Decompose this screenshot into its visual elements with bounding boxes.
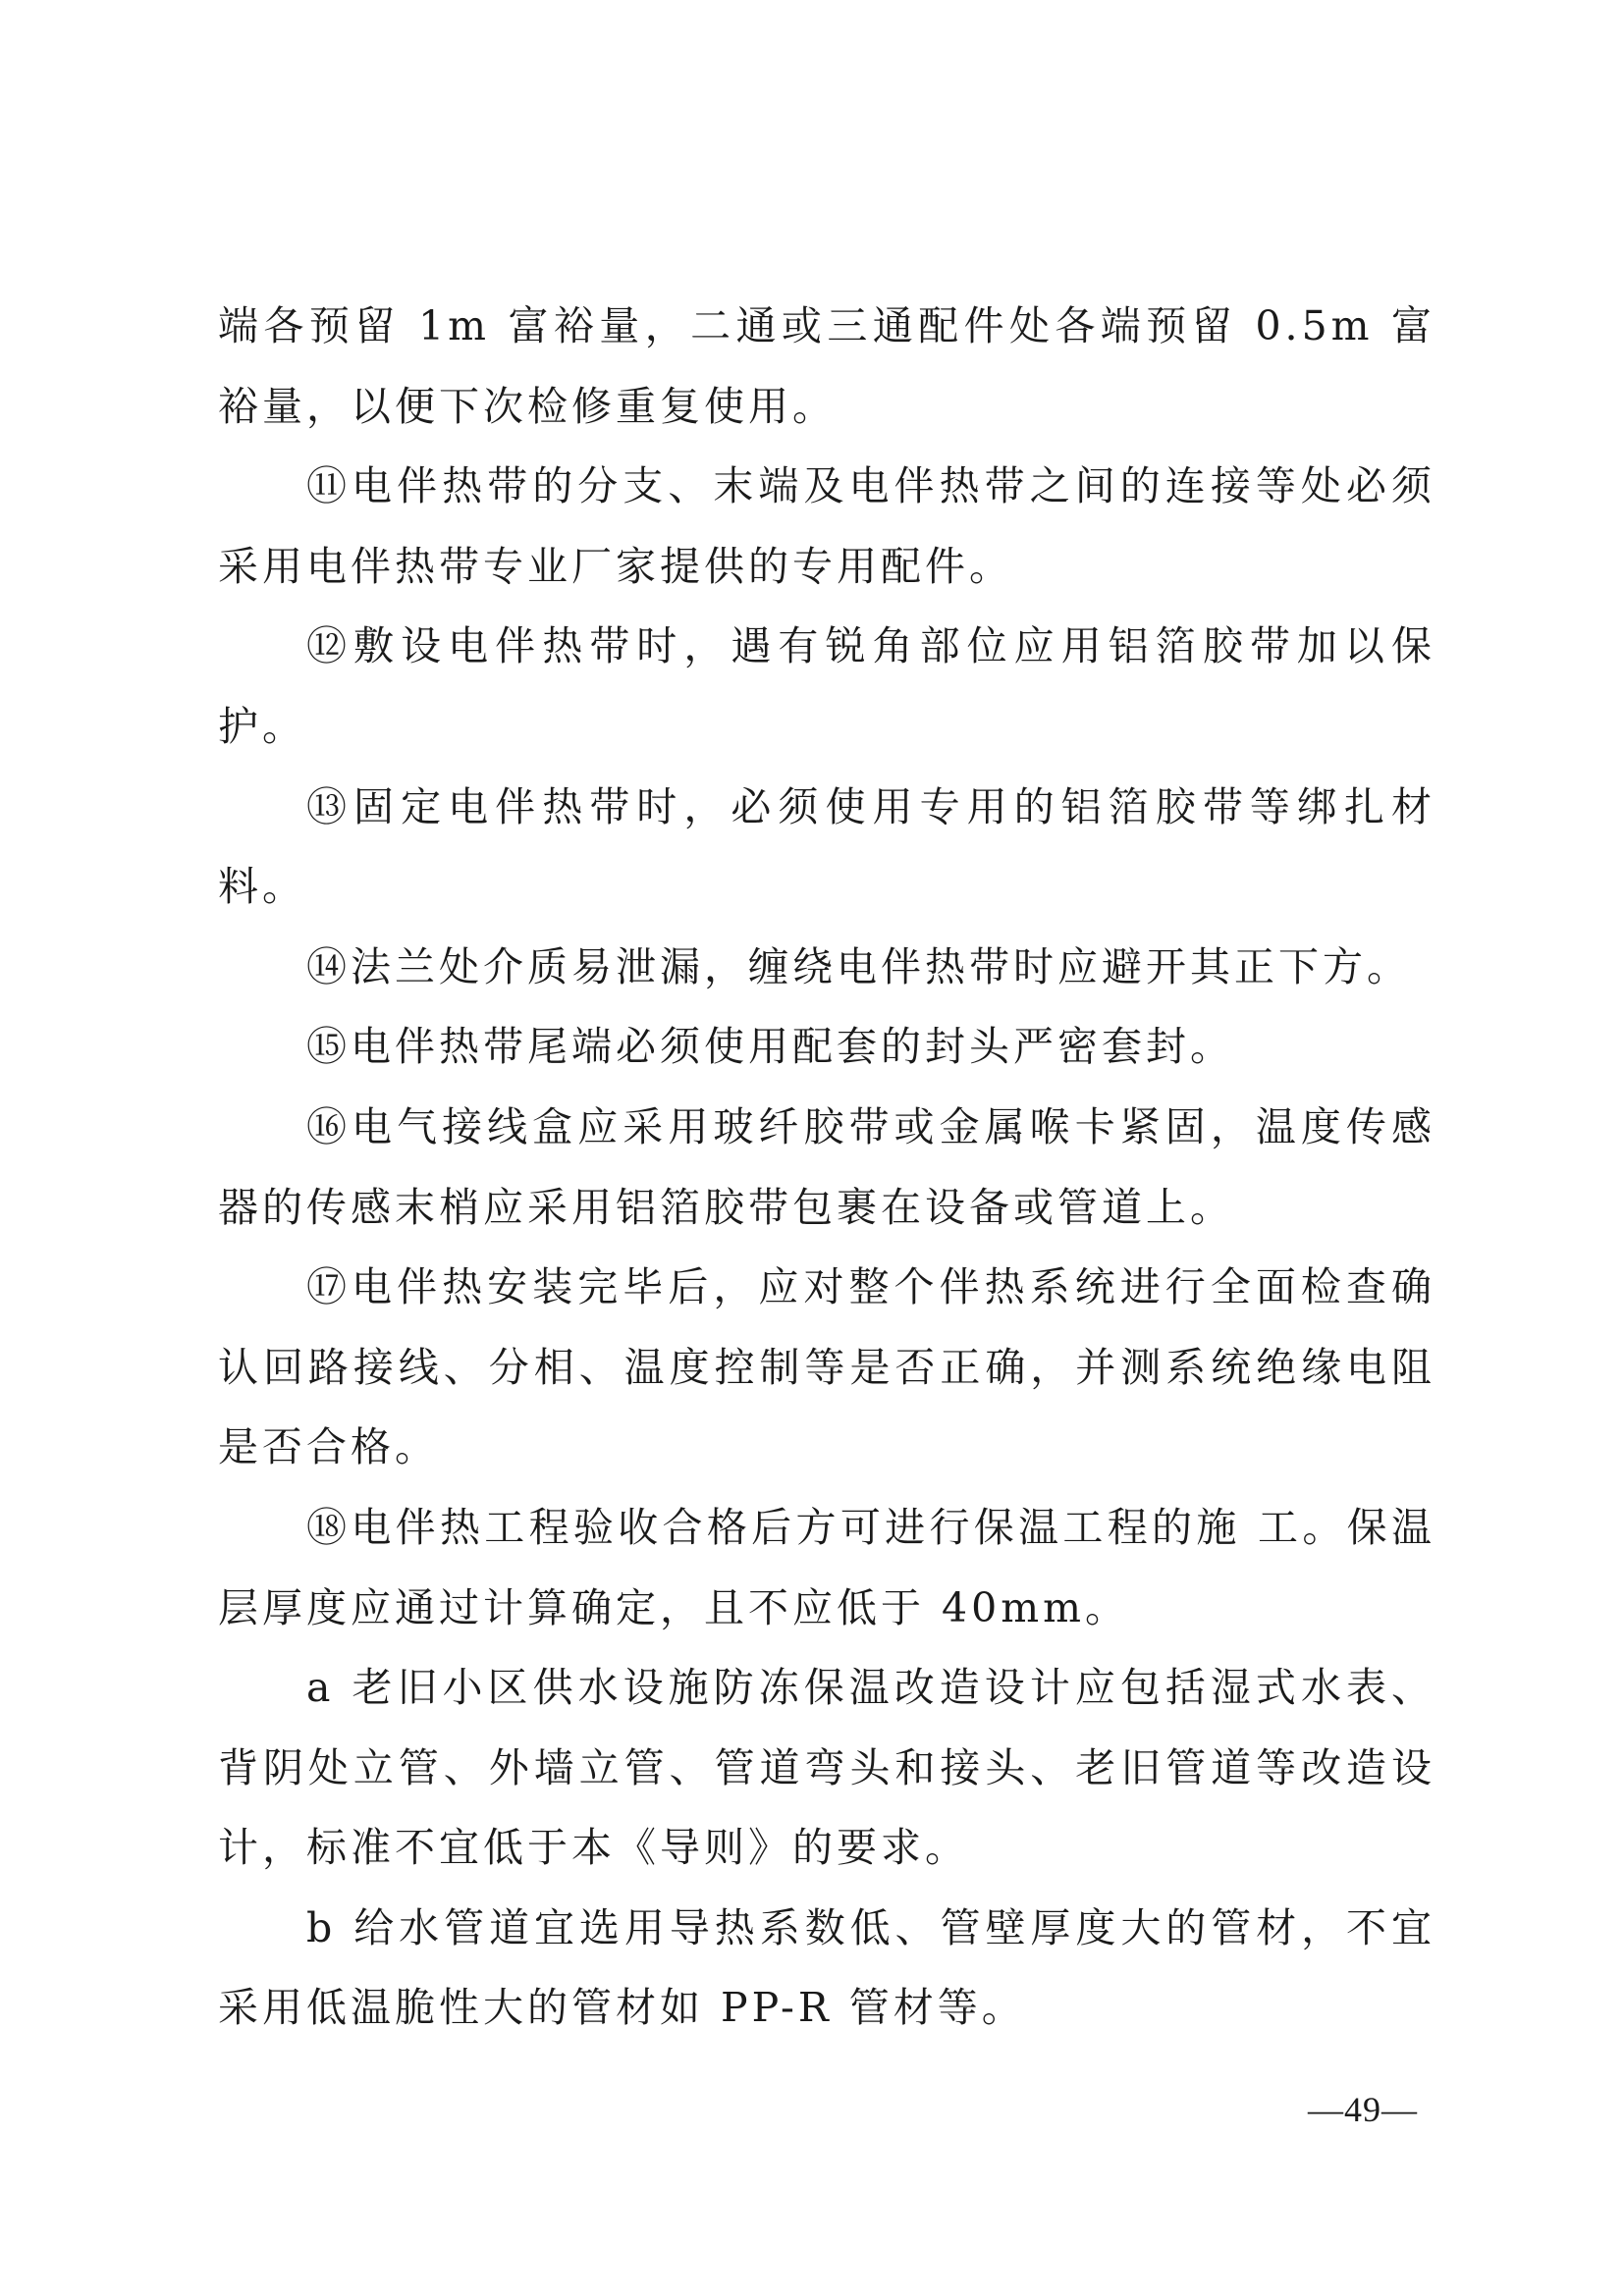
page-number: —49— [1308,2090,1418,2129]
paragraph-3: ⑫敷设电伴热带时，遇有锐角部位应用铝箔胶带加以保护。 [218,622,1435,750]
paragraph-4: ⑬固定电伴热带时，必须使用专用的铝箔胶带等绑扎材料。 [218,782,1435,911]
paragraph-6: ⑮电伴热带尾端必须使用配套的封头严密套封。 [306,1023,1234,1071]
paragraph-10: a 老旧小区供水设施防冻保温改造设计应包括湿式水表、背阴处立管、外墙立管、管道弯头和接头、老旧管道等改造设计，标准不宜低于本《导则》的要求。 [218,1664,1435,1872]
paragraph-11: b 给水管道宜选用导热系数低、管壁厚度大的管材，不宜采用低温脆性大的管材如 PP-R 管材等。 [218,1903,1435,2032]
paragraph-7: ⑯电气接线盒应采用玻纤胶带或金属喉卡紧固，温度传感器的传感末梢应采用铝箔胶带包裹在设备或管道上。 [218,1102,1435,1231]
page-body [218,287,1435,2049]
paragraph-9: ⑱电伴热工程验收合格后方可进行保温工程的施 工。保温层厚度应通过计算确定，且不应低于 40mm。 [218,1503,1435,1631]
paragraph-2: ⑪电伴热带的分支、末端及电伴热带之间的连接等处必须采用电伴热带专业厂家提供的专用配件。 [218,462,1435,590]
paragraph-5: ⑭法兰处介质易泄漏，缠绕电伴热带时应避开其正下方。 [306,942,1411,990]
paragraph-1: 端各预留 1m 富裕量，二通或三通配件处各端预留 0.5m 富裕量，以便下次检修重复使用。 [218,302,1435,430]
paragraph-8: ⑰电伴热安装完毕后，应对整个伴热系统进行全面检查确认回路接线、分相、温度控制等是否正确，并测系统绝缘电阻是否合格。 [218,1263,1435,1471]
